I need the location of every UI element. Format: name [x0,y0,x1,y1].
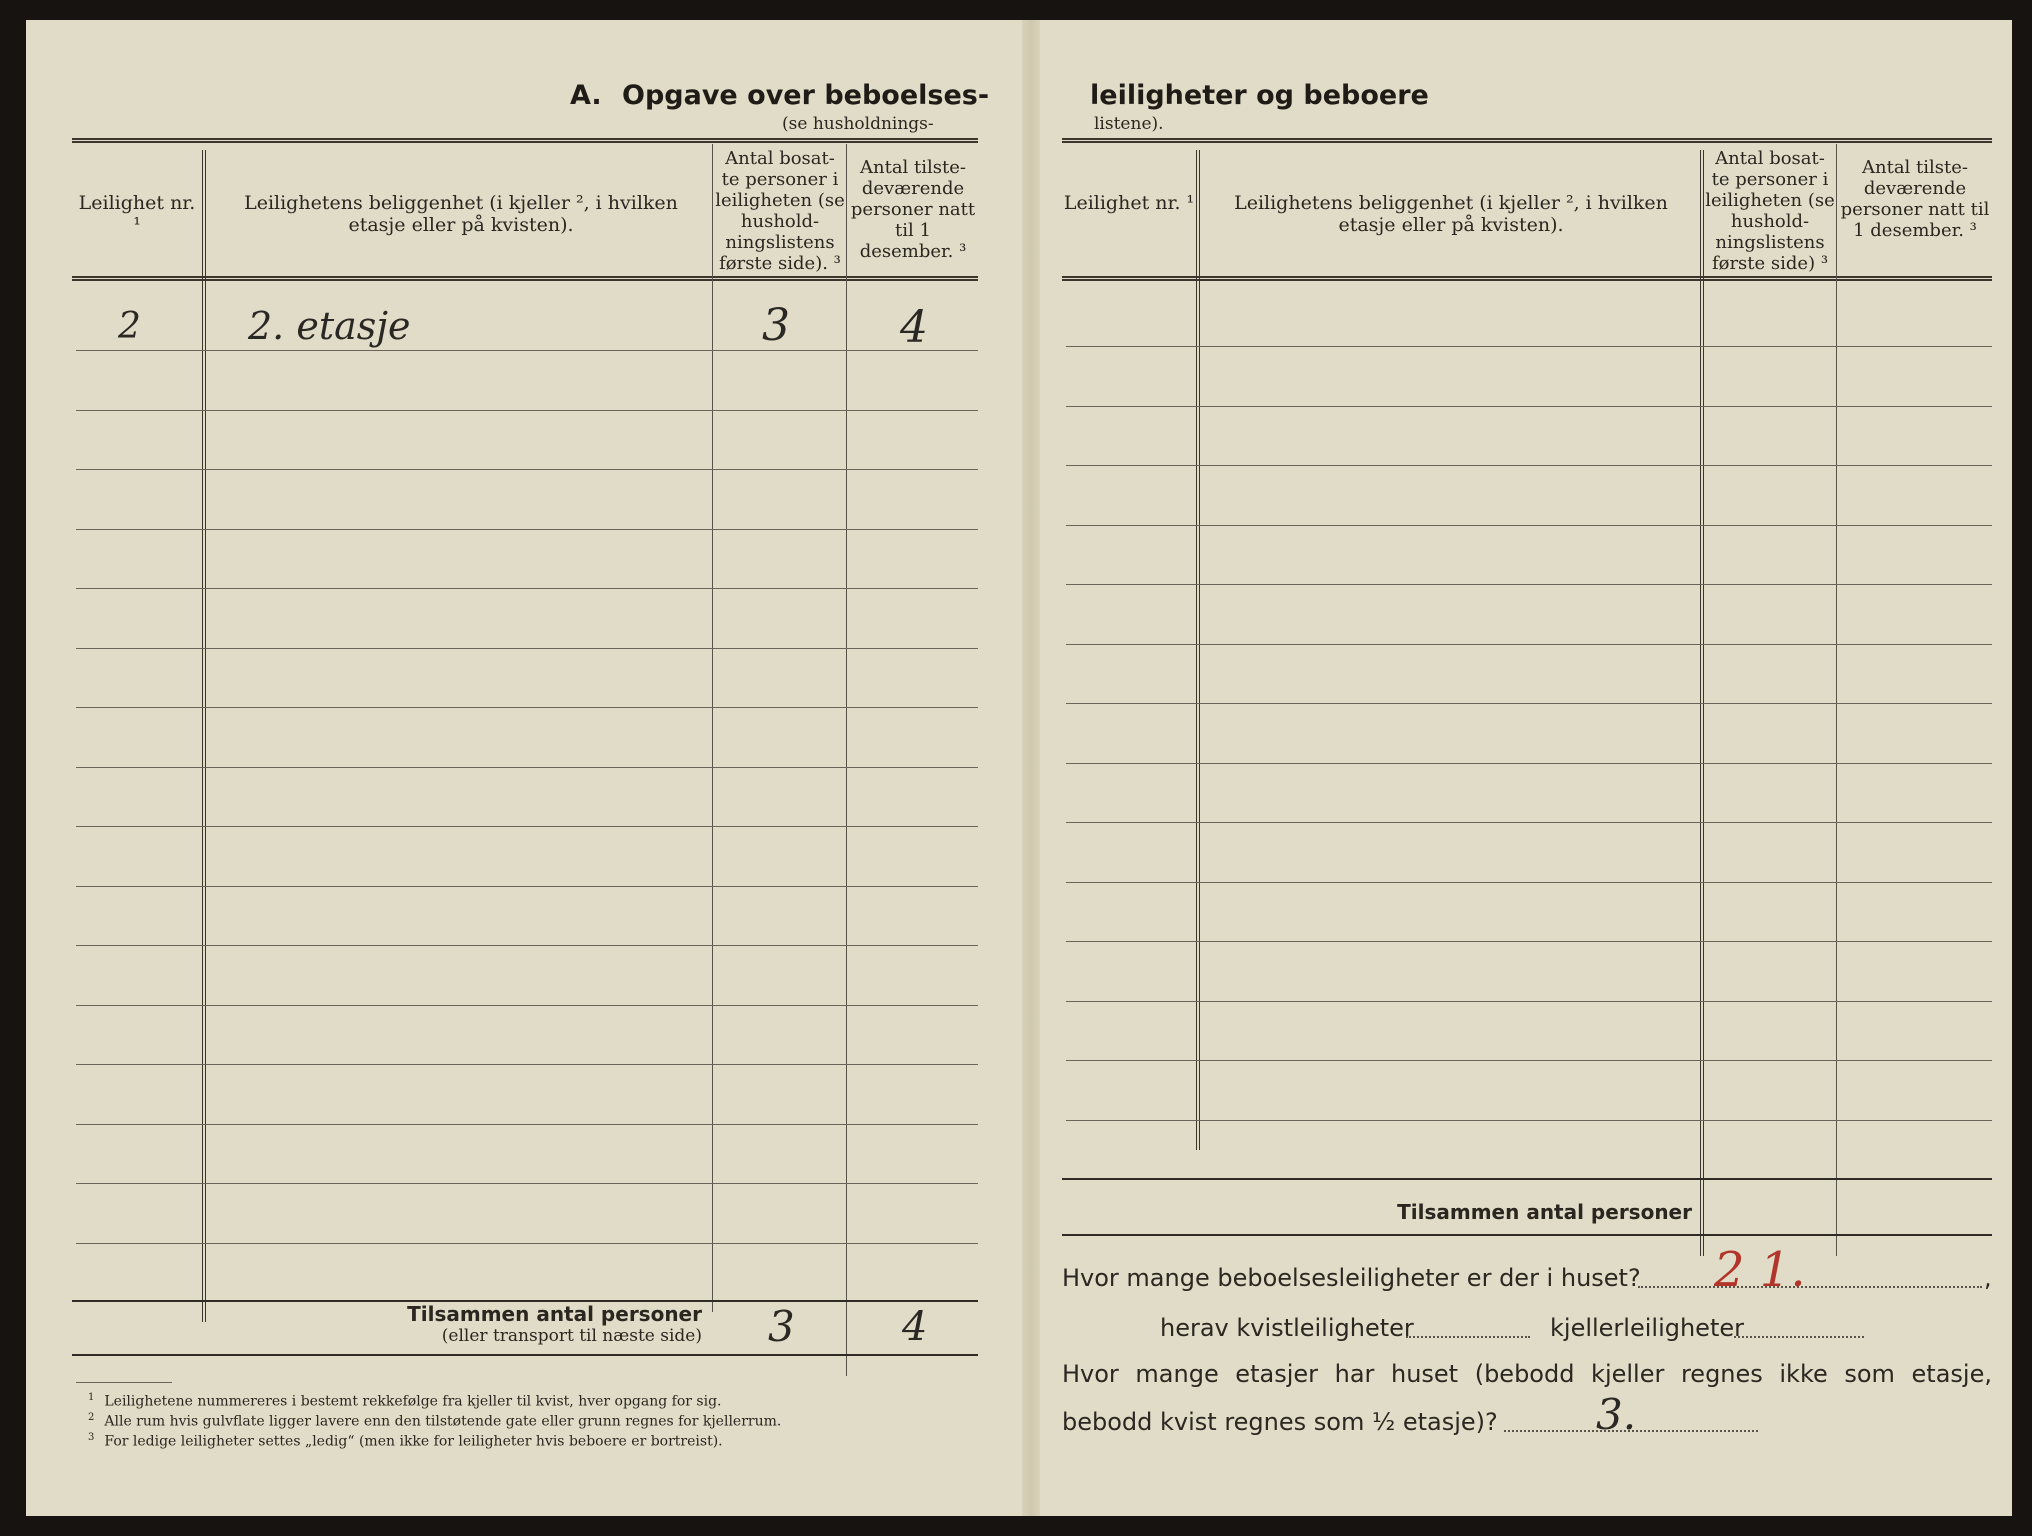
right-header-location: Leilighetens beliggenhet (i kjeller ², i hvilken etasje eller på kvisten). [1234,192,1668,236]
right-header-residents: Antal bosat- te personer i leiligheten (se hushold- ningslistens første side) ³ [1705,148,1835,274]
right-row-line [1066,1060,1992,1061]
right-row-line [1066,822,1992,823]
right-row-line [1066,1120,1992,1121]
left-total-bottom-rule [72,1354,978,1356]
question-basement-apartments: kjellerleiligheter [1550,1314,1744,1342]
left-row-line [76,1183,978,1184]
left-row-line [76,350,978,351]
right-header-apartment-nr: Leilighet nr. ¹ [1063,192,1195,214]
col-divider-1 [202,150,206,1322]
answer-apartments: 2 1. [1714,1242,1806,1298]
left-row-line [76,1005,978,1006]
question-attic-apartments: herav kvistleiligheter [1160,1314,1414,1342]
left-row-line [76,588,978,589]
right-row-line [1066,1001,1992,1002]
left-total-label: Tilsammen antal personer [407,1302,702,1326]
left-total-sublabel: (eller transport til næste side) [441,1326,702,1346]
header-bottom-rule [72,276,978,281]
header-residents: Antal bosat- te personer i leiligheten (se hushold- ningslistens første side). ³ [715,148,845,274]
right-row-line [1066,346,1992,347]
header-present: Antal tilste- deværende personer natt til 1 desember. ³ [850,157,976,262]
right-header-bottom-rule [1062,276,1992,281]
row-1-nr: 2 [118,306,141,347]
subtitle-part-1: (se husholdnings- [782,114,934,134]
header-location: Leilighetens beliggenhet (i kjeller ², i hvilken etasje eller på kvisten). [244,192,678,236]
right-row-line [1066,465,1992,466]
footnote-2: $^2$ Alle rum hvis gulvflate ligger lavere enn den tilstøtende gate eller grunn regnes for kjellerrum. [88,1412,782,1430]
left-row-line [76,767,978,768]
right-header-top-rule [1062,138,1992,143]
col-divider-3 [846,144,847,1376]
left-row-line [76,886,978,887]
left-row-line [76,707,978,708]
answer-line-attic [1406,1336,1530,1338]
footnote-rule [76,1382,172,1383]
right-row-line [1066,644,1992,645]
right-row-line [1066,406,1992,407]
right-total-top-rule [1062,1178,1992,1180]
row-1-location: 2. etasje [248,304,411,348]
title-part-1: Opgave over beboelses- [622,80,990,111]
left-total-residents: 3 [768,1302,795,1351]
right-total-bottom-rule [1062,1234,1992,1236]
answer-line-basement [1734,1336,1864,1338]
row-1-present: 4 [900,302,928,353]
left-row-line [76,945,978,946]
page-fold [1022,20,1040,1516]
right-row-line [1066,882,1992,883]
right-col-divider-3 [1836,144,1837,1256]
title-part-2: leiligheter og beboere [1090,80,1429,111]
right-total-label: Tilsammen antal personer [1397,1200,1692,1224]
footnote-1: $^1$ Leilighetene nummereres i bestemt rekkefølge fra kjeller til kvist, hver opgang for sig. [88,1392,722,1410]
right-row-line [1066,941,1992,942]
header-apartment-nr: Leilighet nr. ¹ [78,192,196,236]
section-letter: A. [570,80,602,111]
question-floors-line-2: bebodd kvist regnes som ½ etasje)? [1062,1408,1498,1436]
left-row-line [76,469,978,470]
left-row-line [76,410,978,411]
footnote-3: $^3$ For ledige leiligheter settes „ledig“ (men ikke for leiligheter hvis beboere er bortreist). [88,1432,723,1450]
right-row-line [1066,763,1992,764]
question-floors-line-1: Hvor mange etasjer har huset (bebodd kjeller regnes ikke som etasje, [1062,1360,1992,1388]
right-header-present: Antal tilste- deværende personer natt til 1 desember. ³ [1840,157,1990,241]
left-row-line [76,1124,978,1125]
left-row-line [76,648,978,649]
right-row-line [1066,584,1992,585]
header-top-rule [72,138,978,143]
right-row-line [1066,525,1992,526]
answer-line-apartments [1638,1286,1982,1288]
question-apartments: Hvor mange beboelsesleiligheter er der i huset? [1062,1264,1641,1292]
question-apartments-comma: , [1984,1264,1992,1292]
left-row-line [76,529,978,530]
subtitle-part-2: listene). [1094,114,1164,134]
right-row-line [1066,703,1992,704]
census-form-sheet [26,20,2012,1516]
col-divider-2 [712,144,713,1312]
left-row-line [76,826,978,827]
left-total-present: 4 [902,1304,928,1350]
left-row-line [76,1064,978,1065]
answer-floors: 3. [1596,1390,1637,1439]
left-row-line [76,1243,978,1244]
row-1-residents: 3 [762,300,790,351]
